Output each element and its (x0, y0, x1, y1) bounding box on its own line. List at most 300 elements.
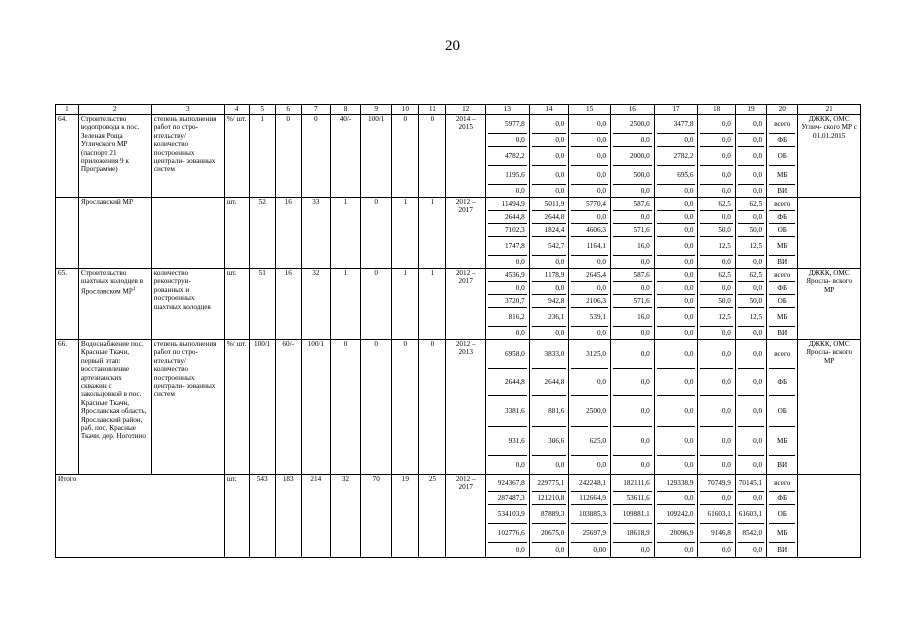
funding-source: МБ (769, 308, 795, 327)
indicator: количество реконструи- рованных и построенных шахтных колодцев (151, 269, 224, 340)
finance-value: 0,0 (571, 166, 608, 185)
indicator-value: 33 (301, 198, 330, 269)
finance-value: 0,0 (657, 427, 696, 456)
finance-value: 942,8 (532, 295, 567, 308)
finance-value: 1824,4 (532, 224, 567, 237)
finance-value: 109881,1 (613, 505, 652, 524)
finance-value: 542,7 (532, 237, 567, 256)
finance-value: 0,0 (753, 461, 763, 469)
finance-value: 0,0 (700, 115, 732, 134)
finance-value: 0,0 (657, 340, 696, 369)
funding-source: ФБ (769, 369, 795, 396)
indicator-value: 0 (330, 340, 360, 475)
finance-value: 0,0 (738, 427, 764, 456)
finance-value: 0,0 (657, 269, 696, 282)
finance-value: 0,0 (515, 546, 525, 554)
page-number: 20 (445, 38, 460, 54)
indicator-value: 1 (330, 269, 360, 340)
funding-source: ВИ (777, 258, 788, 266)
column-header: 10 (392, 105, 419, 115)
finance-value: 50,0 (738, 295, 764, 308)
finance-value: 0,0 (657, 224, 696, 237)
finance-value: 0,0 (657, 308, 696, 327)
finance-value: 0,0 (657, 198, 696, 211)
indicator-value: 0 (419, 340, 446, 475)
funding-source: всего (769, 198, 795, 211)
finance-value: 0,0 (515, 258, 525, 266)
table-row (56, 340, 861, 475)
finance-value: 4536,9 (488, 269, 527, 282)
finance-value: 3477,8 (657, 115, 696, 134)
finance-column-18 (698, 269, 735, 340)
finance-value: 62,5 (738, 269, 764, 282)
column-header: 20 (767, 105, 798, 115)
indicator-value: 60/- (275, 340, 301, 475)
finance-value: 0,0 (488, 134, 527, 147)
finance-value: 129338,9 (657, 475, 696, 492)
column-number-header (56, 105, 861, 115)
indicator-value: 100/1 (249, 340, 275, 475)
finance-value: 11494,9 (488, 198, 527, 211)
finance-column-14 (529, 198, 569, 269)
indicator-value: 51 (249, 269, 275, 340)
finance-column-20 (767, 475, 798, 558)
funding-source: ФБ (769, 211, 795, 224)
finance-value: 0,0 (613, 427, 652, 456)
indicator: степень выполнения работ по стро- ительству/ количество построенных централи- зованных систем (151, 340, 224, 475)
finance-value: 0,0 (596, 187, 606, 195)
finance-value: 2500,0 (571, 396, 608, 427)
finance-value: 0,0 (515, 187, 525, 195)
indicator-value: 543 (249, 475, 275, 558)
finance-value: 62,5 (700, 269, 732, 282)
finance-value: 50,0 (700, 295, 732, 308)
finance-value: 0,0 (721, 329, 731, 337)
period: 2012 – 2017 (446, 198, 486, 269)
column-header: 11 (419, 105, 446, 115)
finance-value: 62,5 (738, 198, 764, 211)
indicator (151, 198, 224, 269)
finance-value: 0,0 (657, 282, 696, 295)
finance-value: 287487,3 (488, 492, 527, 505)
finance-value: 0,0 (721, 461, 731, 469)
column-header: 7 (301, 105, 330, 115)
finance-column-17 (654, 115, 698, 198)
finance-column-17 (654, 198, 698, 269)
finance-column-20 (767, 269, 798, 340)
finance-column-13 (486, 475, 530, 558)
finance-value: 0,0 (555, 461, 565, 469)
column-header: 9 (361, 105, 392, 115)
finance-value: 0,0 (555, 258, 565, 266)
finance-value: 5011,9 (532, 198, 567, 211)
indicator-value: 16 (275, 269, 301, 340)
column-header: 1 (56, 105, 79, 115)
finance-value: 0,0 (657, 211, 696, 224)
indicator-value: 1 (249, 115, 275, 198)
finance-value: 3381,6 (488, 396, 527, 427)
finance-value: 0,0 (640, 329, 650, 337)
column-header: 3 (151, 105, 224, 115)
finance-value: 0,0 (753, 546, 763, 554)
indicator-value: 0 (361, 198, 392, 269)
funding-source: МБ (769, 524, 795, 543)
finance-value: 3720,7 (488, 295, 527, 308)
column-header: 6 (275, 105, 301, 115)
period: 2012 – 2017 (446, 269, 486, 340)
finance-value: 242248,1 (571, 475, 608, 492)
column-header: 17 (654, 105, 698, 115)
finance-value: 3833,0 (532, 340, 567, 369)
finance-value: 3125,0 (571, 340, 608, 369)
finance-column-18 (698, 475, 735, 558)
finance-value: 0,0 (700, 147, 732, 166)
finance-value: 0,0 (555, 187, 565, 195)
finance-value: 2644,8 (532, 211, 567, 224)
finance-column-19 (735, 198, 766, 269)
finance-value: 2644,8 (488, 211, 527, 224)
finance-value: 16,0 (613, 308, 652, 327)
finance-column-16 (610, 475, 654, 558)
funding-source: ВИ (777, 461, 788, 469)
finance-value: 0,0 (613, 282, 652, 295)
finance-value: 571,6 (613, 295, 652, 308)
finance-value: 816,2 (488, 308, 527, 327)
indicator-value: 183 (275, 475, 301, 558)
finance-value: 102776,6 (488, 524, 527, 543)
finance-value: 0,0 (738, 115, 764, 134)
finance-value: 587,6 (613, 198, 652, 211)
finance-value: 1195,6 (488, 166, 527, 185)
finance-value: 0,0 (738, 492, 764, 505)
finance-value: 0,0 (700, 427, 732, 456)
finance-column-13 (486, 115, 530, 198)
finance-column-19 (735, 475, 766, 558)
finance-value: 87889,3 (532, 505, 567, 524)
finance-value: 0,0 (738, 340, 764, 369)
indicator-value: 100/1 (361, 115, 392, 198)
finance-value: 0,0 (640, 187, 650, 195)
indicator-value: 1 (392, 269, 419, 340)
funding-source: ОБ (769, 505, 795, 524)
finance-value: 0,0 (515, 461, 525, 469)
finance-value: 0,0 (532, 282, 567, 295)
finance-value: 0,0 (684, 461, 694, 469)
finance-value: 0,0 (532, 134, 567, 147)
finance-value: 0,0 (640, 546, 650, 554)
finance-value: 0,0 (613, 211, 652, 224)
finance-value: 2782,2 (657, 147, 696, 166)
finance-value: 9146,8 (700, 524, 732, 543)
column-header: 18 (698, 105, 735, 115)
finance-value: 0,0 (700, 369, 732, 396)
finance-value: 881,6 (532, 396, 567, 427)
finance-value: 0,0 (700, 340, 732, 369)
finance-value: 0,0 (753, 329, 763, 337)
funding-source: всего (769, 340, 795, 369)
finance-value: 306,6 (532, 427, 567, 456)
finance-value: 0,0 (532, 166, 567, 185)
row-number: 64. (56, 115, 79, 198)
finance-value: 695,6 (657, 166, 696, 185)
funding-source: ФБ (769, 282, 795, 295)
finance-value: 0,0 (613, 396, 652, 427)
funding-source: ОБ (769, 147, 795, 166)
column-header: 5 (249, 105, 275, 115)
finance-column-16 (610, 269, 654, 340)
responsible: ДЖКК, ОМС Яросла- вского МР (798, 269, 861, 340)
finance-value: 1164,1 (571, 237, 608, 256)
finance-value: 0,0 (532, 115, 567, 134)
finance-value: 62,5 (700, 198, 732, 211)
column-header: 12 (446, 105, 486, 115)
funding-source: МБ (769, 427, 795, 456)
finance-column-20 (767, 115, 798, 198)
finance-value: 2644,8 (532, 369, 567, 396)
funding-source: всего (769, 115, 795, 134)
finance-column-19 (735, 269, 766, 340)
funding-source: ОБ (769, 224, 795, 237)
finance-value: 5977,8 (488, 115, 527, 134)
finance-column-13 (486, 198, 530, 269)
finance-value: 0,0 (738, 134, 764, 147)
funding-source: всего (769, 269, 795, 282)
finance-value: 229775,1 (532, 475, 567, 492)
column-header: 15 (569, 105, 611, 115)
finance-value: 0,0 (738, 396, 764, 427)
column-header: 21 (798, 105, 861, 115)
indicator-value: 52 (249, 198, 275, 269)
finance-value: 0,0 (596, 461, 606, 469)
finance-value: 0,0 (738, 282, 764, 295)
finance-value: 625,0 (571, 427, 608, 456)
funding-source: ВИ (777, 546, 788, 554)
finance-column-14 (529, 269, 569, 340)
measure-name: Строительство шахтных колодцев в Ярославском $МР^1$ (78, 269, 151, 340)
finance-value: 236,1 (532, 308, 567, 327)
row-number (56, 198, 79, 269)
column-header: 19 (735, 105, 766, 115)
finance-column-19 (735, 115, 766, 198)
unit: шт. (224, 475, 249, 558)
finance-value: 50,0 (700, 224, 732, 237)
finance-value: 0,0 (657, 295, 696, 308)
indicator-value: 32 (301, 269, 330, 340)
indicator-value: 1 (392, 198, 419, 269)
finance-value: 12,5 (700, 308, 732, 327)
finance-value: 0,0 (753, 258, 763, 266)
finance-value: 0,0 (684, 258, 694, 266)
finance-value: 182111,6 (613, 475, 652, 492)
funding-source: ВИ (777, 329, 788, 337)
finance-value: 8542,0 (738, 524, 764, 543)
funding-source: ФБ (769, 134, 795, 147)
finance-column-18 (698, 340, 735, 475)
indicator-value: 1 (330, 198, 360, 269)
finance-value: 0,0 (738, 211, 764, 224)
column-header: 8 (330, 105, 360, 115)
indicator: степень выполнения работ по стро- ительству/ количество построенных централи- зованных систем (151, 115, 224, 198)
finance-value: 0,0 (657, 134, 696, 147)
funding-source: ФБ (769, 492, 795, 505)
finance-value: 0,0 (721, 187, 731, 195)
indicator-value: 0 (419, 115, 446, 198)
table-row (56, 269, 861, 340)
finance-column-18 (698, 198, 735, 269)
finance-value: 0,0 (640, 461, 650, 469)
indicator-value: 100/1 (301, 340, 330, 475)
finance-value: 2644,8 (488, 369, 527, 396)
funding-source: МБ (769, 237, 795, 256)
finance-value: 1747,8 (488, 237, 527, 256)
indicator-value: 1 (419, 269, 446, 340)
indicator-value: 1 (419, 198, 446, 269)
finance-value: 61603,1 (738, 505, 764, 524)
finance-value: 0,0 (571, 369, 608, 396)
finance-value: 0,0 (596, 258, 606, 266)
finance-value: 61603,1 (700, 505, 732, 524)
finance-value: 0,0 (738, 147, 764, 166)
finance-value: 0,0 (571, 211, 608, 224)
finance-value: 0,0 (515, 329, 525, 337)
finance-column-20 (767, 340, 798, 475)
indicator-value: 0 (392, 115, 419, 198)
finance-value: 7102,3 (488, 224, 527, 237)
finance-value: 0,0 (571, 147, 608, 166)
finance-value: 571,6 (613, 224, 652, 237)
finance-value: 0,0 (700, 166, 732, 185)
funding-source: ВИ (777, 187, 788, 195)
finance-column-14 (529, 340, 569, 475)
unit: %/ шт. (224, 115, 249, 198)
indicator-value: 214 (301, 475, 330, 558)
finance-column-15 (569, 115, 611, 198)
finance-value: 539,1 (571, 308, 608, 327)
finance-value: 109242,0 (657, 505, 696, 524)
finance-value: 0,00 (593, 546, 606, 554)
finance-value: 0,0 (738, 369, 764, 396)
finance-value: 0,0 (555, 546, 565, 554)
column-header: 4 (224, 105, 249, 115)
finance-value: 2645,4 (571, 269, 608, 282)
finance-value: 20096,9 (657, 524, 696, 543)
finance-value: 0,0 (640, 258, 650, 266)
finance-value: 0,0 (657, 369, 696, 396)
finance-value: 12,5 (738, 237, 764, 256)
indicator-value: 0 (392, 340, 419, 475)
indicator-value: 32 (330, 475, 360, 558)
column-header: 14 (529, 105, 569, 115)
finance-column-19 (735, 340, 766, 475)
finance-column-17 (654, 475, 698, 558)
finance-column-13 (486, 269, 530, 340)
indicator-value: 19 (392, 475, 419, 558)
finance-value: 0,0 (684, 187, 694, 195)
finance-value: 2000,0 (613, 147, 652, 166)
responsible (798, 198, 861, 269)
finance-value: 70749,9 (700, 475, 732, 492)
row-number: 66. (56, 340, 79, 475)
finance-value: 587,6 (613, 269, 652, 282)
period: 2014 – 2015 (446, 115, 486, 198)
finance-value: 12,5 (738, 308, 764, 327)
finance-value: 0,0 (657, 237, 696, 256)
measure-name: Ярославский МР (78, 198, 151, 269)
funding-source: ОБ (769, 396, 795, 427)
finance-value: 0,0 (700, 211, 732, 224)
finance-value: 0,0 (657, 396, 696, 427)
finance-value: 0,0 (684, 546, 694, 554)
measure-name: Строительство водопровода к пос. Зеленая Роща Угличского МР (паспорт 21 приложения 9 к Программе) (78, 115, 151, 198)
indicator-value: 40/- (330, 115, 360, 198)
responsible: ДЖКК, ОМС Яросла- вского МР (798, 340, 861, 475)
indicator-value: 25 (419, 475, 446, 558)
finance-value: 0,0 (721, 258, 731, 266)
measure-name: Водоснабжение пос. Красные Ткачи, первый этап: восстановление артезианских скважин с закольцовкой в пос. Красные Ткачи, Ярославская область, Ярославский район, раб. пос. Красные Ткачи, дер. Ноготино (78, 340, 151, 475)
finance-column-20 (767, 198, 798, 269)
finance-value: 103885,3 (571, 505, 608, 524)
finance-value: 500,0 (613, 166, 652, 185)
table-row (56, 115, 861, 198)
indicator-value: 16 (275, 198, 301, 269)
column-header: 13 (486, 105, 530, 115)
finance-value: 0,0 (700, 134, 732, 147)
finance-value: 121210,8 (532, 492, 567, 505)
finance-value: 0,0 (657, 492, 696, 505)
finance-value: 25697,9 (571, 524, 608, 543)
finance-value: 0,0 (555, 329, 565, 337)
finance-value: 53611,6 (613, 492, 652, 505)
period: 2012 – 2017 (446, 475, 486, 558)
finance-value: 0,0 (700, 492, 732, 505)
unit: шт. (224, 198, 249, 269)
finance-column-16 (610, 340, 654, 475)
finance-value: 5770,4 (571, 198, 608, 211)
finance-value: 0,0 (700, 282, 732, 295)
finance-value: 0,0 (613, 369, 652, 396)
finance-value: 0,0 (721, 546, 731, 554)
indicator-value: 0 (361, 269, 392, 340)
finance-column-17 (654, 269, 698, 340)
finance-column-18 (698, 115, 735, 198)
finance-value: 0,0 (684, 329, 694, 337)
finance-value: 534103,9 (488, 505, 527, 524)
finance-column-15 (569, 340, 611, 475)
finance-value: 0,0 (596, 329, 606, 337)
indicator-value: 0 (275, 115, 301, 198)
column-header: 2 (78, 105, 151, 115)
finance-column-17 (654, 340, 698, 475)
column-header: 16 (610, 105, 654, 115)
period: 2012 – 2013 (446, 340, 486, 475)
finance-column-15 (569, 475, 611, 558)
finance-column-16 (610, 198, 654, 269)
indicator-value: 0 (301, 115, 330, 198)
funding-source: всего (769, 475, 795, 492)
total-row (56, 475, 861, 558)
finance-column-15 (569, 269, 611, 340)
finance-value: 931,6 (488, 427, 527, 456)
finance-value: 924367,8 (488, 475, 527, 492)
responsible (798, 475, 861, 558)
finance-value: 0,0 (753, 187, 763, 195)
finance-column-15 (569, 198, 611, 269)
finance-value: 0,0 (571, 115, 608, 134)
finance-value: 1178,9 (532, 269, 567, 282)
finance-value: 0,0 (700, 396, 732, 427)
finance-value: 20675,0 (532, 524, 567, 543)
funding-source: ОБ (769, 295, 795, 308)
